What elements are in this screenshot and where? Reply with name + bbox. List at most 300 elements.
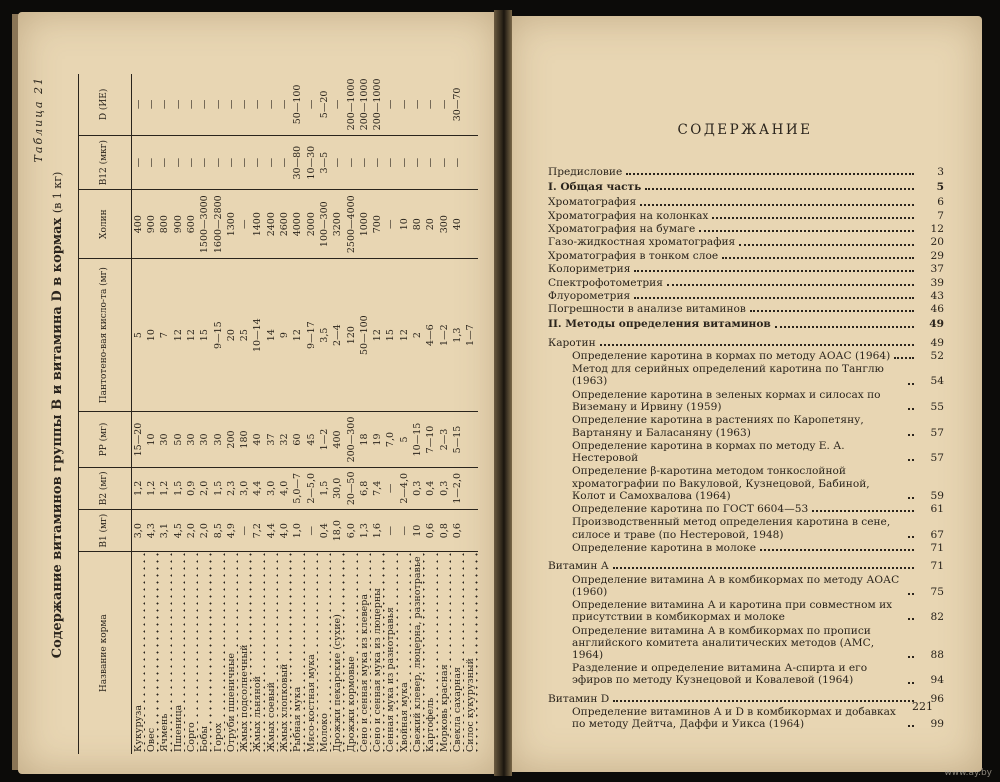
toc-entry-label: Определение каротина в зеленых кормах и силосах по Виземану и Ирвину (1959) (572, 388, 881, 413)
feed-name: Морковь красная (438, 664, 450, 752)
toc-entry-page: 55 (930, 400, 944, 413)
feed-name-cell (398, 552, 411, 754)
value-cell: 0,3 (411, 467, 424, 509)
toc-entry-label: Производственный метод определения каротина в сене, силосе и траве (по Нестеровой, 1948) (572, 516, 891, 541)
value-cell: 4,4 (265, 510, 278, 552)
value-cell: — (438, 74, 451, 135)
toc-entry-page: 46 (930, 303, 944, 316)
table-row (212, 74, 225, 754)
feed-name-cell (451, 552, 464, 754)
toc-entry (548, 574, 944, 598)
value-cell: 45 (305, 412, 318, 467)
value-cell: 7,0 (385, 412, 398, 467)
toc-entry-page: 67 (930, 528, 944, 541)
value-cell: 3,1 (159, 510, 172, 552)
value-cell: — (385, 467, 398, 509)
value-cell: — (385, 510, 398, 552)
value-cell: 200 (225, 412, 238, 467)
value-cell: — (159, 135, 172, 190)
value-cell: 0,4 (318, 510, 331, 552)
value-cell: — (411, 135, 424, 190)
value-cell: — (385, 190, 398, 258)
toc-entry (548, 516, 944, 540)
feed-name-cell (185, 552, 198, 754)
feed-name-cell (358, 552, 371, 754)
value-cell: 3,0 (238, 467, 251, 509)
toc-entry-label: Предисловие (548, 166, 623, 178)
toc-leader-dots (775, 326, 914, 328)
value-cell: 2—3 (438, 412, 451, 467)
toc-entry-label: Определение витаминов А и D в комбикормах и добавках по методу Дейтча, Даффи и Уикса (1964) (572, 706, 896, 731)
table-row (411, 74, 424, 754)
toc-leader-dots (645, 188, 914, 190)
value-cell: 2500—4000 (345, 190, 358, 258)
value-cell: 4,3 (145, 510, 158, 552)
feed-name-cell (411, 552, 424, 754)
toc-leader-dots (760, 549, 914, 551)
feed-name-cell (198, 552, 211, 754)
table-row (464, 74, 477, 754)
value-cell: — (252, 135, 265, 190)
value-cell: 0,3 (438, 467, 451, 509)
value-cell: 12 (185, 258, 198, 412)
column-header: Холин (79, 190, 132, 258)
value-cell (464, 467, 477, 509)
value-cell: 19 (371, 412, 384, 467)
toc-leader-dots (908, 408, 914, 410)
toc-entry (548, 542, 944, 554)
value-cell (464, 412, 477, 467)
value-cell: 1,2 (145, 467, 158, 509)
toc-entry (548, 337, 944, 349)
value-cell: 10—15 (411, 412, 424, 467)
table-title-text: Содержание витаминов группы В и витамина D в кормах (50, 217, 65, 659)
value-cell: 1600—2800 (212, 190, 225, 258)
value-cell: 2600 (278, 190, 291, 258)
toc-entry-page: 71 (930, 542, 944, 554)
value-cell: — (238, 74, 251, 135)
value-cell: — (331, 74, 344, 135)
value-cell: — (172, 74, 185, 135)
feed-name: Мясо-костная мука (305, 654, 317, 752)
toc-entry (548, 560, 944, 572)
table-row (292, 74, 305, 754)
toc-entry-page: 52 (930, 349, 944, 362)
value-cell: — (132, 135, 146, 190)
toc-entry (548, 236, 944, 248)
value-cell: 0,9 (185, 467, 198, 509)
value-cell: — (132, 74, 146, 135)
toc-entry-label: Определение каротина в растениях по Каропетяну, Вартаняну и Баласаняну (1963) (572, 414, 864, 439)
toc-leader-dots (908, 656, 914, 658)
toc-entry-label: Хроматография (548, 196, 637, 209)
table-header-row (79, 74, 132, 754)
table-row (345, 74, 358, 754)
column-header: B2 (мг) (79, 467, 132, 509)
feed-name: Дрожжи пекарские (сухие) (332, 614, 344, 752)
toc-entry (548, 290, 944, 302)
value-cell: 3—5 (318, 135, 331, 190)
toc-entry (548, 389, 944, 413)
toc-leader-dots (699, 230, 914, 232)
feed-name: Жмых подсолнечный (239, 644, 251, 752)
value-cell: 25 (238, 258, 251, 412)
toc-leader-dots (908, 682, 914, 684)
toc-entry-label: Флуорометрия (548, 289, 631, 302)
table-title-unit: (в 1 кг) (51, 171, 64, 214)
value-cell: 9—17 (305, 258, 318, 412)
value-cell: — (225, 135, 238, 190)
feed-name-cell (371, 552, 384, 754)
toc-entry-label: Разделение и определение витамина А-спирта и его эфиров по методу Кузнецовой и Ковалевой (1964) (572, 662, 868, 687)
toc-entry (548, 318, 944, 330)
toc-entry-page: 54 (930, 375, 944, 388)
value-cell: 10 (145, 412, 158, 467)
feed-name-cell (425, 552, 438, 754)
value-cell: 15—20 (132, 412, 146, 467)
toc-leader-dots (634, 297, 914, 299)
value-cell: — (438, 135, 451, 190)
value-cell: 5—20 (318, 74, 331, 135)
value-cell: 7—10 (425, 412, 438, 467)
toc-entry-label: Хроматография на бумаге (548, 223, 696, 236)
value-cell: 10—14 (252, 258, 265, 412)
table-row (425, 74, 438, 754)
feed-name: Жмых хлопковый (279, 663, 291, 752)
table-row (451, 74, 464, 754)
value-cell: — (278, 74, 291, 135)
value-cell: 9—15 (212, 258, 225, 412)
toc-entry-page: 59 (930, 489, 944, 502)
table-row (371, 74, 384, 754)
feed-name: Хвойная мука (398, 682, 410, 752)
value-cell: 1,0 (292, 510, 305, 552)
toc-leader-dots (600, 344, 914, 346)
value-cell: 1,6 (371, 510, 384, 552)
value-cell: 400 (132, 190, 146, 258)
value-cell: 20 (425, 190, 438, 258)
toc-leader-dots (626, 173, 914, 175)
value-cell: 30—70 (451, 74, 464, 135)
value-cell (464, 74, 477, 135)
feed-name: Жмых льняной (252, 676, 264, 752)
feed-name: Силос кукурузный (465, 658, 477, 752)
feed-name-cell (225, 552, 238, 754)
value-cell: — (451, 135, 464, 190)
toc-entry-page: 43 (930, 289, 944, 302)
toc-entry-label: Витамин А (548, 560, 609, 573)
column-header: Название корма (79, 552, 132, 754)
value-cell: 2000 (305, 190, 318, 258)
value-cell: 1400 (252, 190, 265, 258)
value-cell: 9 (278, 258, 291, 412)
table-row (265, 74, 278, 754)
feed-name-cell (345, 552, 358, 754)
table-row (145, 74, 158, 754)
toc-entry-label: Определение каротина в молоке (572, 542, 757, 554)
toc-entry-label: Определение каротина по ГОСТ 6604—53 (572, 503, 809, 516)
vitamin-table (78, 74, 478, 754)
toc-leader-dots (712, 217, 914, 219)
column-header: B12 (мкг) (79, 135, 132, 190)
table-row (398, 74, 411, 754)
value-cell: 200—1000 (371, 74, 384, 135)
table-row (318, 74, 331, 754)
toc-entry-label: Определение витамина А и каротина при совместном их присутствии в комбикормах и молоке (572, 599, 893, 624)
value-cell: 700 (371, 190, 384, 258)
value-cell: — (398, 135, 411, 190)
feed-name: Свежий клевер, люцерна, разнотравье (412, 556, 424, 752)
toc-leader-dots (812, 510, 914, 512)
toc-entry (548, 662, 944, 686)
value-cell: — (358, 135, 371, 190)
table-row (252, 74, 265, 754)
value-cell: 10 (145, 258, 158, 412)
value-cell: — (398, 510, 411, 552)
rotated-table-block (24, 70, 477, 760)
watermark: www.ay.by (944, 768, 992, 778)
value-cell: 1—2 (318, 412, 331, 467)
feed-name: Отруби пшеничные (225, 652, 237, 752)
value-cell: 200—1000 (345, 74, 358, 135)
toc-entry-page: 94 (930, 674, 944, 687)
toc-leader-dots (613, 567, 914, 569)
value-cell: 20—50 (345, 467, 358, 509)
toc-leader-dots (750, 310, 914, 312)
value-cell: 50—100 (358, 258, 371, 412)
value-cell (464, 190, 477, 258)
toc-entry-label: Хроматография в тонком слое (548, 249, 719, 262)
feed-name-cell (238, 552, 251, 754)
value-cell: 1,5 (172, 467, 185, 509)
value-cell: 120 (345, 258, 358, 412)
feed-name-cell (145, 552, 158, 754)
value-cell: — (145, 74, 158, 135)
toc-leader-dots (613, 700, 914, 702)
toc-entry-label: Газо-жидкостная хроматография (548, 236, 736, 249)
toc-entry (548, 166, 944, 178)
value-cell: — (238, 135, 251, 190)
feed-name-cell (278, 552, 291, 754)
toc-entry (548, 350, 944, 362)
toc-entry-label: Спектрофотометрия (548, 276, 663, 289)
toc-entry (548, 196, 944, 208)
toc-entry-page: 99 (930, 718, 944, 731)
value-cell: 7,4 (371, 467, 384, 509)
feed-name: Дрожжи кормовые (345, 656, 357, 752)
value-cell: 3200 (331, 190, 344, 258)
value-cell: 1—7 (464, 258, 477, 412)
value-cell: 100—300 (318, 190, 331, 258)
value-cell: 4000 (292, 190, 305, 258)
toc-entry (548, 363, 944, 387)
feed-name-cell (159, 552, 172, 754)
value-cell: — (225, 74, 238, 135)
value-cell: — (425, 74, 438, 135)
value-cell: — (411, 74, 424, 135)
feed-name-cell (132, 552, 146, 754)
toc-entry-page: 75 (930, 585, 944, 598)
table-body (132, 74, 478, 754)
value-cell: 2 (411, 258, 424, 412)
value-cell: 18 (358, 412, 371, 467)
value-cell: 7 (159, 258, 172, 412)
toc-entry-label: Колориметрия (548, 263, 631, 276)
table-row (185, 74, 198, 754)
value-cell: 50—100 (292, 74, 305, 135)
value-cell: — (305, 510, 318, 552)
value-cell: 30,0 (331, 467, 344, 509)
toc-entry-page: 57 (930, 426, 944, 439)
feed-name: Кукуруза (132, 705, 144, 752)
table-row (159, 74, 172, 754)
toc-entry-label: Определение витамина А в комбикормах по прописи английского комитета аналитических методов (АМС, 1964) (572, 624, 875, 661)
toc-leader-dots (908, 459, 914, 461)
feed-name-cell (318, 552, 331, 754)
toc-entry-page: 5 (936, 181, 944, 194)
toc-entry-page: 88 (930, 648, 944, 661)
value-cell: 1000 (358, 190, 371, 258)
value-cell: 30—80 (292, 135, 305, 190)
value-cell: 0,6 (425, 510, 438, 552)
table-row (278, 74, 291, 754)
value-cell: 12 (292, 258, 305, 412)
table-row (385, 74, 398, 754)
toc-leader-dots (908, 593, 914, 595)
column-header: D (ИЕ) (79, 74, 132, 135)
toc-title: СОДЕРЖАНИЕ (677, 122, 813, 138)
table-row (358, 74, 371, 754)
toc-entry-label: Определение каротина в кормах по методу АОАС (1964) (572, 349, 891, 362)
value-cell: 3,5 (318, 258, 331, 412)
column-header: Пантотено-вая кисло-та (мг) (79, 258, 132, 412)
value-cell: 1,2 (159, 467, 172, 509)
value-cell: — (198, 74, 211, 135)
value-cell: 1500—3000 (198, 190, 211, 258)
toc-leader-dots (908, 434, 914, 436)
column-header: PP (мг) (79, 412, 132, 467)
page-number: 221 (912, 700, 933, 713)
toc-entry (548, 625, 944, 662)
value-cell: 50 (172, 412, 185, 467)
value-cell: 180 (238, 412, 251, 467)
value-cell: 14 (265, 258, 278, 412)
toc-entry (548, 706, 944, 730)
feed-name: Сено и сенная мука из люцерны (372, 588, 384, 752)
toc-entry (548, 303, 944, 315)
value-cell: 60 (292, 412, 305, 467)
toc-entry-page: 12 (930, 223, 944, 236)
value-cell: — (385, 74, 398, 135)
book-gutter (494, 10, 512, 776)
toc-entry-label: Хроматография на колонках (548, 209, 709, 222)
feed-name-cell (305, 552, 318, 754)
feed-name: Ячмень (159, 713, 171, 752)
value-cell: 1,3 (451, 258, 464, 412)
feed-name: Овес (146, 727, 158, 752)
value-cell: 5 (398, 412, 411, 467)
value-cell: 2,0 (198, 467, 211, 509)
toc-entry-page: 71 (930, 560, 944, 573)
table-of-contents (548, 166, 944, 732)
value-cell: 3,0 (265, 467, 278, 509)
value-cell: 7,2 (252, 510, 265, 552)
value-cell: — (238, 190, 251, 258)
value-cell: 3,0 (132, 510, 146, 552)
value-cell: — (371, 135, 384, 190)
feed-name-cell (172, 552, 185, 754)
feed-name: Сорго (185, 722, 197, 752)
value-cell: 0,4 (425, 467, 438, 509)
value-cell: 2—5,0 (305, 467, 318, 509)
toc-entry-label: Определение каротина в кормах по методу Е. А. Нестеровой (572, 439, 845, 465)
value-cell: 5 (132, 258, 146, 412)
feed-name-cell (385, 552, 398, 754)
feed-name: Пшеница (172, 704, 184, 752)
feed-name: Бобы (199, 726, 211, 752)
feed-name-cell (292, 552, 305, 754)
value-cell (464, 510, 477, 552)
value-cell: 900 (145, 190, 158, 258)
toc-entry-label: Метод для серийных определений каротина по Танглю (1963) (572, 363, 884, 388)
value-cell: — (425, 135, 438, 190)
feed-name-cell (212, 552, 225, 754)
value-cell: — (212, 74, 225, 135)
value-cell: 12 (371, 258, 384, 412)
value-cell: — (265, 74, 278, 135)
value-cell: — (398, 74, 411, 135)
value-cell: 12 (172, 258, 185, 412)
feed-name: Сено и сенная мука из клевера (358, 593, 370, 752)
toc-leader-dots (739, 244, 914, 246)
feed-name: Горох (212, 722, 224, 752)
table-title (50, 70, 65, 760)
toc-entry-page: 29 (930, 249, 944, 262)
toc-entry (548, 599, 944, 623)
value-cell: 4,0 (278, 467, 291, 509)
value-cell: 2—4 (331, 258, 344, 412)
value-cell: 6,0 (345, 510, 358, 552)
value-cell: — (331, 135, 344, 190)
value-cell: 900 (172, 190, 185, 258)
value-cell: 6,8 (358, 467, 371, 509)
value-cell: 80 (411, 190, 424, 258)
value-cell: 5,0—7 (292, 467, 305, 509)
toc-entry-page: 6 (937, 196, 944, 209)
toc-entry-page: 20 (930, 236, 944, 249)
toc-leader-dots (908, 497, 914, 499)
feed-name: Рыбная мука (292, 686, 304, 752)
feed-name: Свекла сахарная (451, 667, 463, 752)
value-cell: 1,3 (358, 510, 371, 552)
value-cell: 4,4 (252, 467, 265, 509)
toc-entry (548, 250, 944, 262)
value-cell: 15 (198, 258, 211, 412)
right-page (508, 16, 982, 772)
toc-entry-label: Определение витамина А в комбикормах по методу АОАС (1960) (572, 573, 900, 598)
value-cell: — (278, 135, 291, 190)
value-cell: 0,6 (451, 510, 464, 552)
toc-leader-dots (640, 204, 914, 206)
feed-name-cell (464, 552, 477, 754)
value-cell: — (185, 74, 198, 135)
table-row (238, 74, 251, 754)
value-cell: 1—2,0 (451, 467, 464, 509)
feed-name: Жмых соевый (265, 682, 277, 752)
toc-leader-dots (634, 270, 914, 272)
value-cell: 30 (159, 412, 172, 467)
value-cell: 10 (411, 510, 424, 552)
